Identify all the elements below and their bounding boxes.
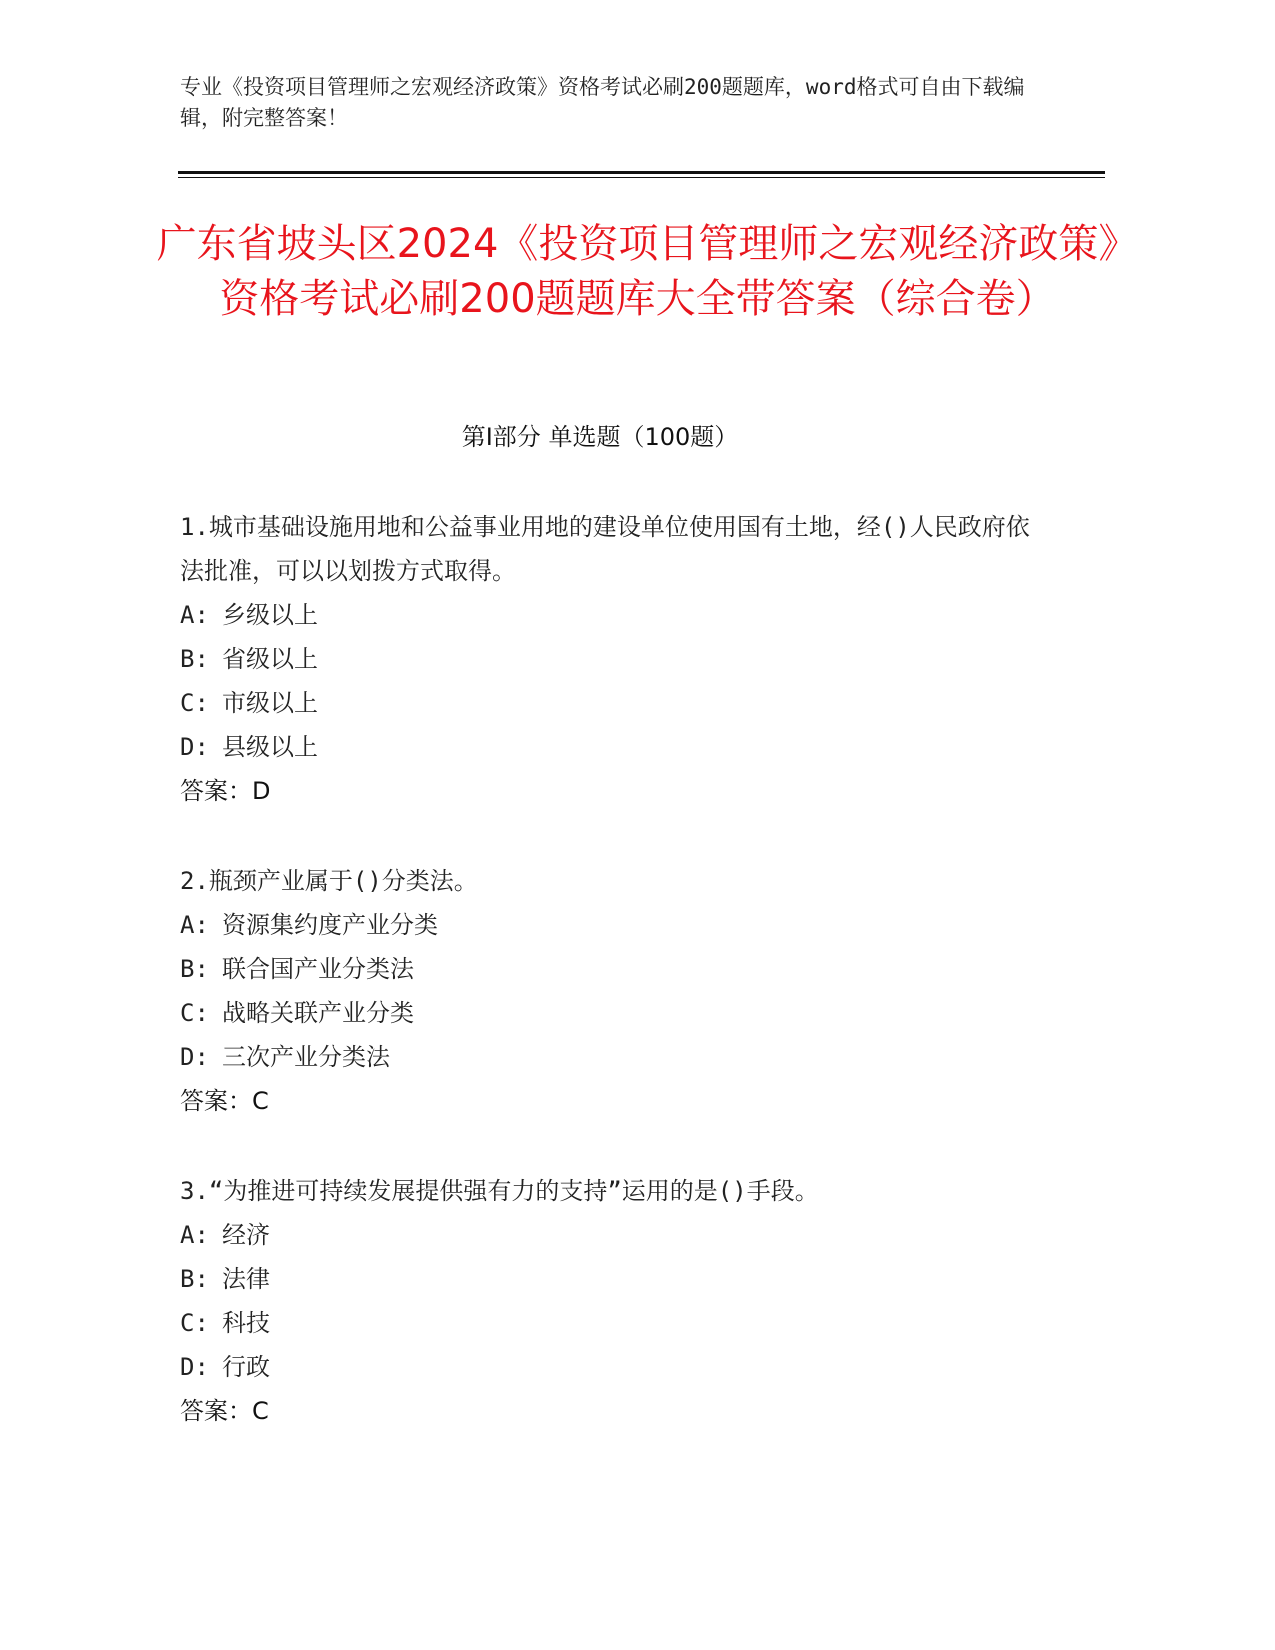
option-text: 法律 xyxy=(222,1265,270,1293)
option-c xyxy=(180,1301,1030,1345)
option-text: 行政 xyxy=(222,1353,270,1381)
header-rule-thin xyxy=(178,177,1105,178)
question-3 xyxy=(180,1169,1030,1433)
question-stem: 3.“为推进可持续发展提供强有力的支持”运用的是()手段。 xyxy=(180,1177,819,1205)
header-rule-thick xyxy=(178,171,1105,174)
option-text: 战略关联产业分类 xyxy=(222,999,414,1027)
option-c xyxy=(180,681,1030,725)
question-2 xyxy=(180,859,1030,1123)
question-stem: 1.城市基础设施用地和公益事业用地的建设单位使用国有土地，经()人民政府依法批准，可以以划拨方式取得。 xyxy=(180,513,1030,585)
option-text: 市级以上 xyxy=(222,689,318,717)
option-c xyxy=(180,991,1030,1035)
option-d xyxy=(180,725,1030,769)
option-b xyxy=(180,947,1030,991)
header-note: 专业《投资项目管理师之宏观经济政策》资格考试必刷200题题库，word格式可自由下载编辑，附完整答案！ xyxy=(180,75,1025,130)
option-key: C: xyxy=(180,1309,209,1337)
option-key: A: xyxy=(180,601,209,629)
option-key: B: xyxy=(180,645,209,673)
option-key: A: xyxy=(180,1221,209,1249)
question-list xyxy=(180,505,1030,1479)
option-text: 县级以上 xyxy=(222,733,318,761)
answer-line: 答案：D xyxy=(180,777,271,805)
option-text: 省级以上 xyxy=(222,645,318,673)
option-b xyxy=(180,1257,1030,1301)
option-a xyxy=(180,903,1030,947)
answer-line: 答案：C xyxy=(180,1397,269,1425)
option-text: 科技 xyxy=(222,1309,270,1337)
option-key: D: xyxy=(180,1043,209,1071)
option-key: C: xyxy=(180,999,209,1027)
option-key: A: xyxy=(180,911,209,939)
option-key: B: xyxy=(180,1265,209,1293)
option-key: C: xyxy=(180,689,209,717)
option-text: 经济 xyxy=(222,1221,270,1249)
option-text: 资源集约度产业分类 xyxy=(222,911,438,939)
question-1 xyxy=(180,505,1030,813)
option-key: D: xyxy=(180,733,209,761)
option-key: D: xyxy=(180,1353,209,1381)
document-title: 广东省坡头区2024《投资项目管理师之宏观经济政策》资格考试必刷200题题库大全带答案（综合卷） xyxy=(156,221,1119,322)
option-text: 联合国产业分类法 xyxy=(222,955,414,983)
answer-line: 答案：C xyxy=(180,1087,269,1115)
option-d xyxy=(180,1035,1030,1079)
option-text: 乡级以上 xyxy=(222,601,318,629)
option-key: B: xyxy=(180,955,209,983)
section-title: 第Ⅰ部分 单选题（100题） xyxy=(461,423,739,451)
option-a xyxy=(180,593,1030,637)
option-text: 三次产业分类法 xyxy=(222,1043,390,1071)
option-d xyxy=(180,1345,1030,1389)
question-stem: 2.瓶颈产业属于()分类法。 xyxy=(180,867,478,895)
option-b xyxy=(180,637,1030,681)
option-a xyxy=(180,1213,1030,1257)
